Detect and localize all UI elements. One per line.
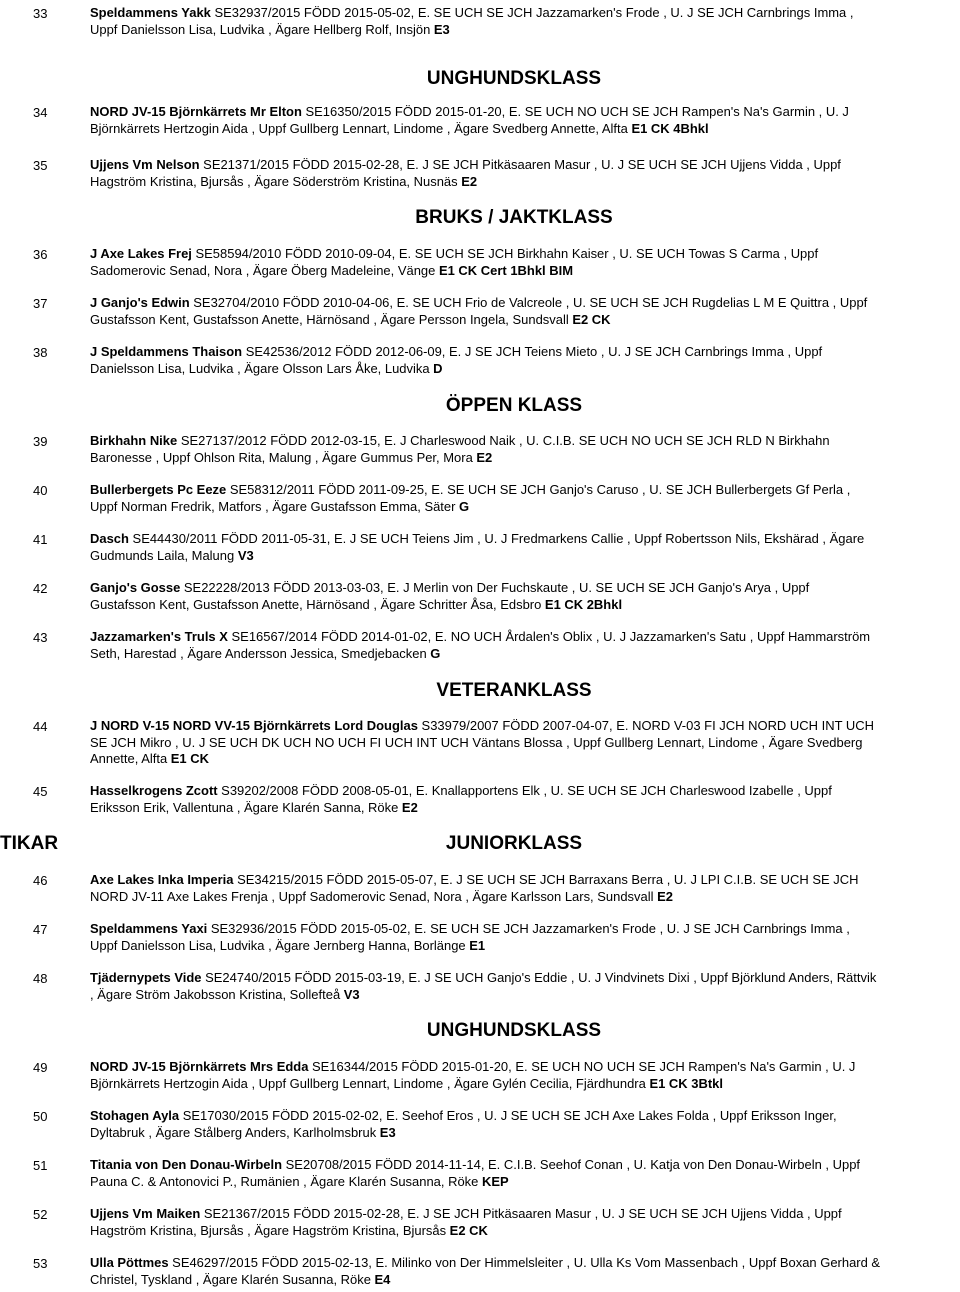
entry-line: Speldammens Yaxi SE32936/2015 FÖDD 2015-05-02, E. SE UCH SE JCH Jazzamarken's Frode , U. J SE JCH Carnbrings Imma , [90,921,850,936]
entry-line: Dyltabruk , Ägare Stålberg Anders, Karlholmsbruk E3 [90,1124,396,1140]
entry-line: J Ganjo's Edwin SE32704/2010 FÖDD 2010-04-06, E. SE UCH Frio de Valcreole , U. SE UCH SE JCH Rugdelias L M E Quittra , Uppf [90,295,868,310]
entry-number: 44 [33,719,48,734]
entry-text [90,783,958,816]
entry-line: Dasch SE44430/2011 FÖDD 2011-05-31, E. J SE UCH Teiens Jim , U. J Fredmarkens Callie , Uppf Robertsson Nils, Ekshärad , Ägare [90,531,865,546]
entry-line: Danielsson Lisa, Ludvika , Ägare Olsson Lars Åke, Ludvika D [90,360,443,376]
entry-line: Pauna C. & Antonovici P., Rumänien , Ägare Klarén Susanna, Röke KEP [90,1173,509,1189]
entry-number: 39 [33,434,48,449]
entry-text [90,5,958,38]
entry-text [90,433,958,466]
entry-line: NORD JV-15 Björnkärrets Mr Elton SE16350/2015 FÖDD 2015-01-20, E. SE UCH NO UCH SE JCH Rampen's Na's Garmin , U. J [90,104,849,119]
section-heading-veteranklass: VETERANKLASS [436,680,592,701]
entry-line: Eriksson Erik, Vallentuna , Ägare Klarén Sanna, Röke E2 [90,799,418,815]
entry-number: 49 [33,1060,48,1075]
entry-line: Sadomerovic Senad, Nora , Ägare Öberg Madeleine, Vänge E1 CK Cert 1Bhkl BIM [90,262,574,278]
entry-line: Hagström Kristina, Bjursås , Ägare Hagström Kristina, Bjursås E2 CK [90,1222,488,1238]
entry-line: Birkhahn Nike SE27137/2012 FÖDD 2012-03-15, E. J Charleswood Naik , U. C.I.B. SE UCH NO UCH SE JCH RLD N Birkhahn [90,433,830,448]
entry-line: Ujjens Vm Maiken SE21367/2015 FÖDD 2015-02-28, E. J SE JCH Pitkäsaaren Masur , U. J SE UCH SE JCH Ujjens Vidda , Uppf [90,1206,842,1221]
entry-number: 34 [33,105,48,120]
entry-line: Titania von Den Donau-Wirbeln SE20708/2015 FÖDD 2014-11-14, E. C.I.B. Seehof Conan , U. Katja von Den Donau-Wirbeln , Uppf [90,1157,861,1172]
entry-line: Ujjens Vm Nelson SE21371/2015 FÖDD 2015-02-28, E. J SE JCH Pitkäsaaren Masur , U. J SE UCH SE JCH Ujjens Vidda , Uppf [90,157,841,172]
entry-text [90,531,958,564]
entry-line: J NORD V-15 NORD VV-15 Björnkärrets Lord Douglas S33979/2007 FÖDD 2007-04-07, E. NORD V-03 FI JCH NORD UCH INT UCH [90,718,874,733]
entry-number: 43 [33,630,48,645]
entry-text [90,482,958,515]
entry-number: 46 [33,873,48,888]
entry-line: Gudmunds Laila, Malung V3 [90,547,254,563]
entry-text [90,1108,958,1141]
entry-number: 40 [33,483,48,498]
entry-line: Ganjo's Gosse SE22228/2013 FÖDD 2013-03-03, E. J Merlin von Der Fuchskaute , U. SE UCH SE JCH Ganjo's Arya , Uppf [90,580,810,595]
entry-number: 37 [33,296,48,311]
entry-text [90,1255,958,1288]
entry-line: Uppf Danielsson Lisa, Ludvika , Ägare Jernberg Hanna, Borlänge E1 [90,937,486,953]
entry-line: Björnkärrets Hertzogin Aida , Uppf Gullberg Lennart, Lindome , Ägare Svedberg Annette, Alfta E1 CK 4Bhkl [90,120,709,136]
section-heading-oppen-klass: ÖPPEN KLASS [445,395,583,416]
entry-line: Hasselkrogens Zcott S39202/2008 FÖDD 2008-05-01, E. Knallapportens Elk , U. SE UCH SE JCH Charleswood Izabelle , Uppf [90,783,832,798]
entry-line: , Ägare Ström Jakobsson Kristina, Sollefteå V3 [90,986,360,1002]
entry-line: Uppf Danielsson Lisa, Ludvika , Ägare Hellberg Rolf, Insjön E3 [90,21,450,37]
entry-number: 35 [33,158,48,173]
entry-number: 38 [33,345,48,360]
entry-line: J Speldammens Thaison SE42536/2012 FÖDD 2012-06-09, E. J SE JCH Teiens Mieto , U. J SE JCH Carnbrings Imma , Uppf [90,344,823,359]
section-heading-bruks-jaktklass: BRUKS / JAKTKLASS [415,207,613,228]
entry-line: Bullerbergets Pc Eeze SE58312/2011 FÖDD 2011-09-25, E. SE UCH SE JCH Ganjo's Caruso , U. SE JCH Bullerbergets Gf Perla , [90,482,851,497]
entry-line: Axe Lakes Inka Imperia SE34215/2015 FÖDD 2015-05-07, E. J SE UCH SE JCH Barraxans Berra , U. J LPI C.I.B. SE UCH SE JCH [90,872,859,887]
entry-line: NORD JV-15 Björnkärrets Mrs Edda SE16344/2015 FÖDD 2015-01-20, E. SE UCH NO UCH SE JCH Rampen's Na's Garmin , U. J [90,1059,856,1074]
entry-number: 47 [33,922,48,937]
entry-line: Christel, Tyskland , Ägare Klarén Susanna, Röke E4 [90,1271,391,1287]
entry-line: Baronesse , Uppf Ohlson Rita, Malung , Ägare Gummus Per, Mora E2 [90,449,493,465]
entry-line: Seth, Harestad , Ägare Andersson Jessica, Smedjebacken G [90,645,441,661]
entry-number: 48 [33,971,48,986]
entry-text [90,580,958,613]
section-heading-juniorklass: JUNIORKLASS [445,833,583,854]
entry-number: 53 [33,1256,48,1271]
entry-line: Jazzamarken's Truls X SE16567/2014 FÖDD 2014-01-02, E. NO UCH Årdalen's Oblix , U. J Jazzamarken's Satu , Uppf Hammarström [90,629,871,644]
entry-number: 33 [33,6,48,21]
entry-number: 41 [33,532,48,547]
entry-line: Gustafsson Kent, Gustafsson Anette, Härnösand , Ägare Persson Ingela, Sundsvall E2 CK [90,311,611,327]
entry-number: 36 [33,247,48,262]
entry-line: Ulla Pöttmes SE46297/2015 FÖDD 2015-02-13, E. Milinko von Der Himmelsleiter , U. Ulla Ks Vom Massenbach , Uppf Boxan Gerhard & [90,1255,881,1270]
entry-line: Speldammens Yakk SE32937/2015 FÖDD 2015-05-02, E. SE UCH SE JCH Jazzamarken's Frode , U. J SE JCH Carnbrings Imma , [90,5,854,20]
entry-text [90,629,958,662]
section-heading-unghundsklass: UNGHUNDSKLASS [426,68,602,89]
entry-text [90,295,958,328]
entry-number: 45 [33,784,48,799]
entry-text [90,1157,958,1190]
entry-number: 50 [33,1109,48,1124]
entry-line: Uppf Norman Fredrik, Matfors , Ägare Gustafsson Emma, Säter G [90,498,470,514]
entry-text [90,1206,958,1239]
entry-text [90,1059,958,1092]
entry-line: NORD JV-11 Axe Lakes Frenja , Uppf Sadomerovic Senad, Nora , Ägare Karlsson Lars, Sundsvall E2 [90,888,673,904]
entry-line: SE JCH Mikro , U. J SE UCH DK UCH NO UCH FI UCH INT UCH Väntans Blossa , Uppf Gullberg Lennart, Lindome , Ägare Svedberg [90,734,863,750]
entry-text [90,246,958,279]
entry-text [90,921,958,954]
entry-line: Gustafsson Kent, Gustafsson Anette, Härnösand , Ägare Schritter Åsa, Edsbro E1 CK 2Bhkl [90,596,623,612]
entry-text [90,718,958,768]
entry-number: 52 [33,1207,48,1222]
entry-text [90,872,958,905]
entry-line: Hagström Kristina, Bjursås , Ägare Söderström Kristina, Nusnäs E2 [90,173,478,189]
entry-line: Björnkärrets Hertzogin Aida , Uppf Gullberg Lennart, Lindome , Ägare Gylén Cecilia, Fjärdhundra E1 CK 3Btkl [90,1075,723,1091]
entry-number: 51 [33,1158,48,1173]
entry-line: Tjädernypets Vide SE24740/2015 FÖDD 2015-03-19, E. J SE UCH Ganjo's Eddie , U. J Vindvinets Dixi , Uppf Björklund Anders, Rättvik [90,970,877,985]
entry-text [90,157,958,190]
gender-heading-tikar: TIKAR [0,833,59,854]
entry-text [90,104,958,137]
entry-number: 42 [33,581,48,596]
section-heading-unghundsklass-tikar: UNGHUNDSKLASS [426,1020,602,1041]
entry-line: Annette, Alfta E1 CK [90,751,209,766]
entry-line: J Axe Lakes Frej SE58594/2010 FÖDD 2010-09-04, E. SE UCH SE JCH Birkhahn Kaiser , U. SE UCH Towas S Carma , Uppf [90,246,819,261]
entry-text [90,344,958,377]
entry-line: Stohagen Ayla SE17030/2015 FÖDD 2015-02-02, E. Seehof Eros , U. J SE UCH SE JCH Axe Lakes Folda , Uppf Eriksson Inger, [90,1108,837,1123]
entry-text [90,970,958,1003]
